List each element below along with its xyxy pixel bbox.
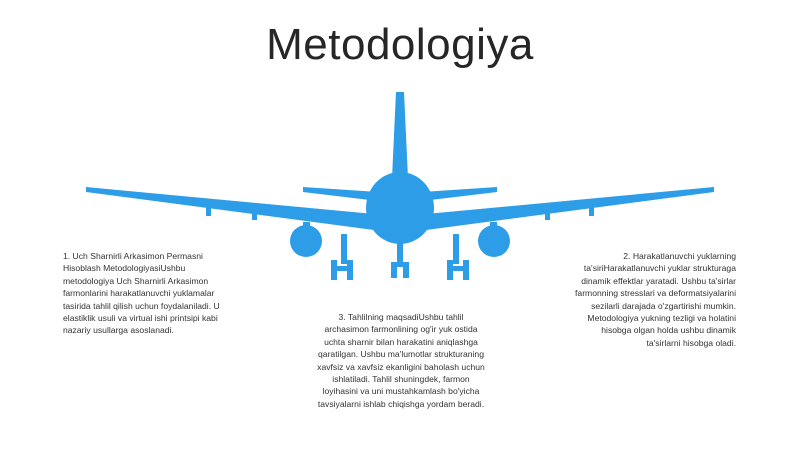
text-block-3: 3. Tahlilning maqsadiUshbu tahlil archasimon farmonlining og'ir yuk ostida uchta sharnir bilan harakatini aniqlashga qaratilgan. Ushbu ma'lumotlar strukturaning xavfsiz va xavfsiz ekanligini baholash uchun ishlatiladi. Tahlil shuningdek, farmon loyihasini va uni mustahkamlash bo'yicha tavsiyalarni ishlab chiqishga yordam beradi. [317,312,485,409]
left-flap-2 [252,209,257,220]
right-gear-axle [447,266,469,271]
left-gear-strut [341,234,347,264]
nose-gear-wheel-1 [391,266,397,278]
right-flap-2 [589,205,594,216]
right-flap-1 [545,209,550,220]
text-block-1: 1. Uch Sharnirli Arkasimon Permasni Hisoblash MetodologiyasiUshbu metodologiya Uch Sharnirli Arkasimon farmonlarini harakatlanuvchi yuklamalar tasirida tahlil qilish uchun foydalaniladi. U elastiklik usuli va virtual ishi printsipi kabi nazariy usullarga asoslanadi. [63,251,220,336]
right-gear-strut [453,234,459,264]
text-block-2: 2. Harakatlanuvchi yuklarning ta'siriHarakatlanuvchi yuklar strukturaga dinamik effektlar yaratadi. Ushbu ta'sirlar farmonning stresslari va deformatsiyalarini sezilarli darajada o'zgartirishi mumkin. Metodologiya yukning tezligi va holatini hisobga olgan holda ushbu dinamik ta'sirlarni hisobga oladi. [575,251,736,348]
tail-fin [392,92,408,178]
fuselage [366,172,434,244]
right-stabilizer [422,187,497,201]
left-stabilizer [303,187,378,201]
left-gear-axle [331,266,353,271]
left-flap-1 [206,205,211,216]
right-engine [478,225,510,257]
slide-title: Metodologiya [266,20,534,69]
left-engine [290,225,322,257]
nose-gear-wheel-2 [403,266,409,278]
